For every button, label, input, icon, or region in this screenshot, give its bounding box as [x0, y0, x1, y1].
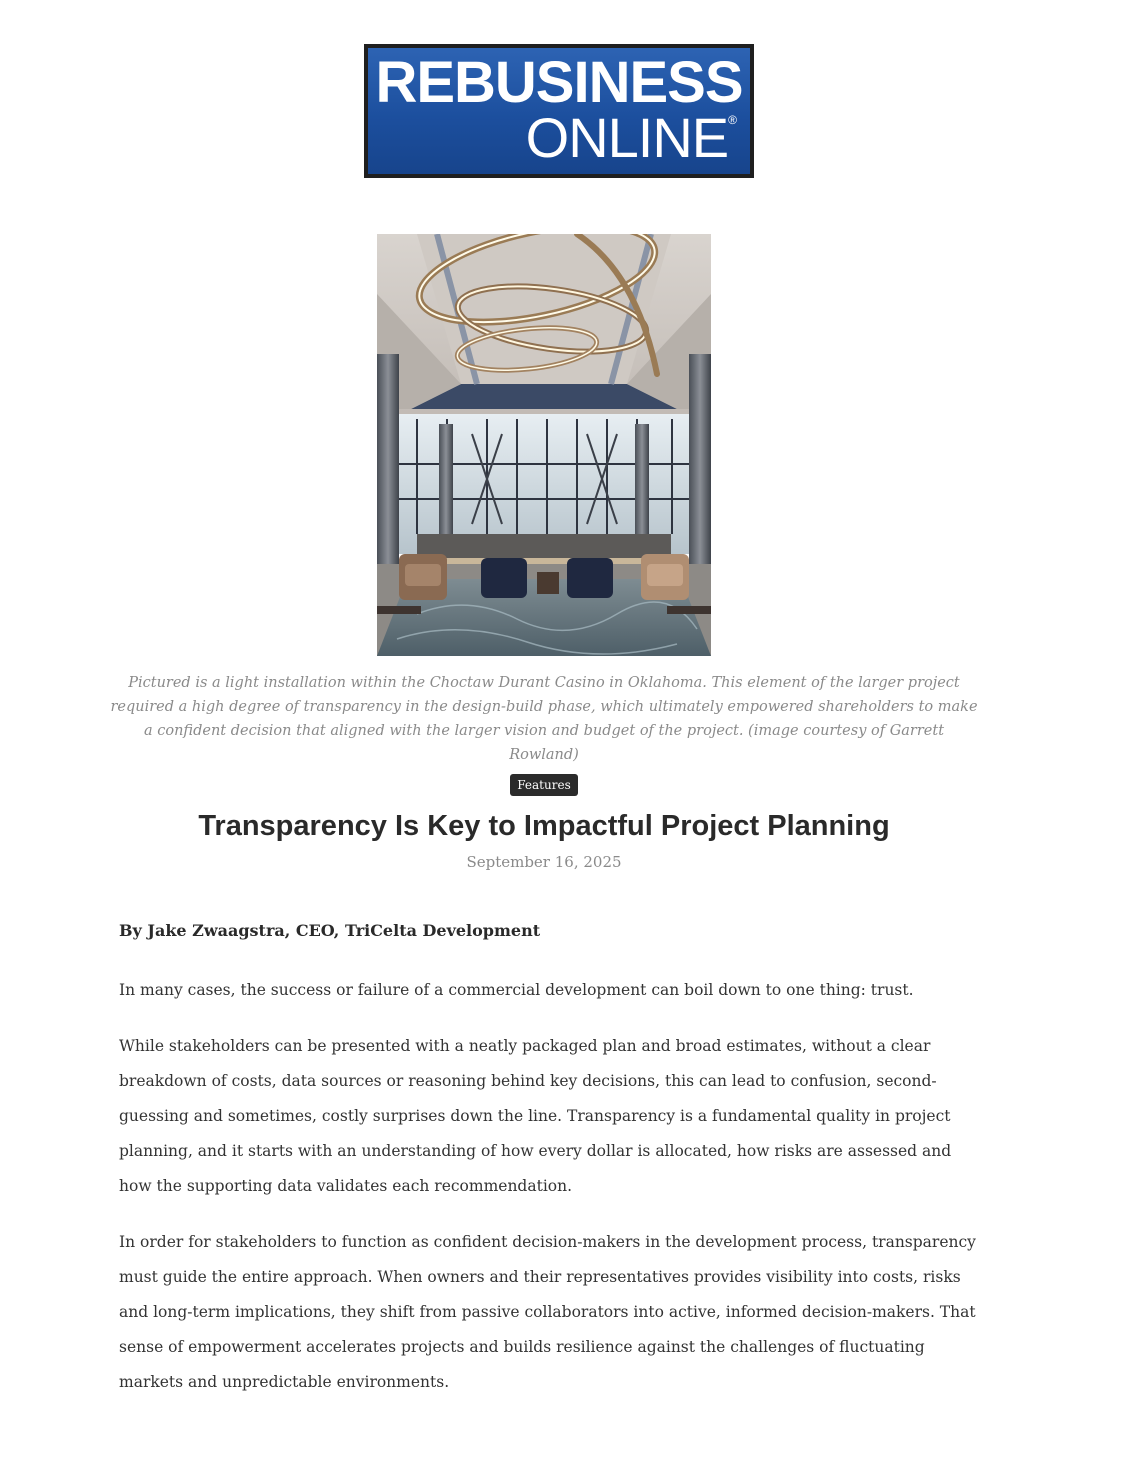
category-badge[interactable]: Features [510, 774, 578, 796]
byline: By Jake Zwaagstra, CEO, TriCelta Development [119, 921, 541, 940]
casino-light-installation-photo [377, 234, 711, 656]
logo-wordmark-top: REBUSINESS [375, 50, 743, 115]
image-caption: Pictured is a light installation within the Choctaw Durant Casino in Oklahoma. This element of the larger project required a high degree of transparency in the design-build phase, which ultimately empowered shareholders to make a confident decision that aligned with the larger vision and budget of the project. (image courtesy of Garrett Rowland) [110, 675, 978, 763]
site-logo[interactable] [364, 44, 754, 178]
logo-panel [368, 48, 750, 174]
paragraph: In many cases, the success or failure of a commercial development can boil down to one thing: trust. [119, 981, 914, 999]
paragraph: While stakeholders can be presented with a neatly packaged plan and broad estimates, without a clear breakdown of costs, data sources or reasoning behind key decisions, this can lead to confusion, second-guessing and sometimes, costly surprises down the line. Transparency is a fundamental quality in project planning, and it starts with an understanding of how every dollar is allocated, how risks are assessed and how the supporting data validates each recommendation. [119, 1037, 952, 1195]
registered-mark: ® [728, 113, 736, 127]
logo-wordmark-bottom [525, 106, 736, 169]
logo-wordmark-online: ONLINE [525, 106, 729, 169]
paragraph: In order for stakeholders to function as confident decision-makers in the development process, transparency must guide the entire approach. When owners and their representatives provides visibility into costs, risks and long-term implications, they shift from passive collaborators into active, informed decision-makers. That sense of empowerment accelerates projects and builds resilience against the challenges of fluctuating markets and unpredictable environments. [119, 1233, 976, 1391]
hero-image [377, 234, 711, 656]
article-title: Transparency Is Key to Impactful Project Planning [198, 810, 890, 842]
publish-date: September 16, 2025 [466, 853, 622, 871]
article-body [119, 917, 987, 1421]
